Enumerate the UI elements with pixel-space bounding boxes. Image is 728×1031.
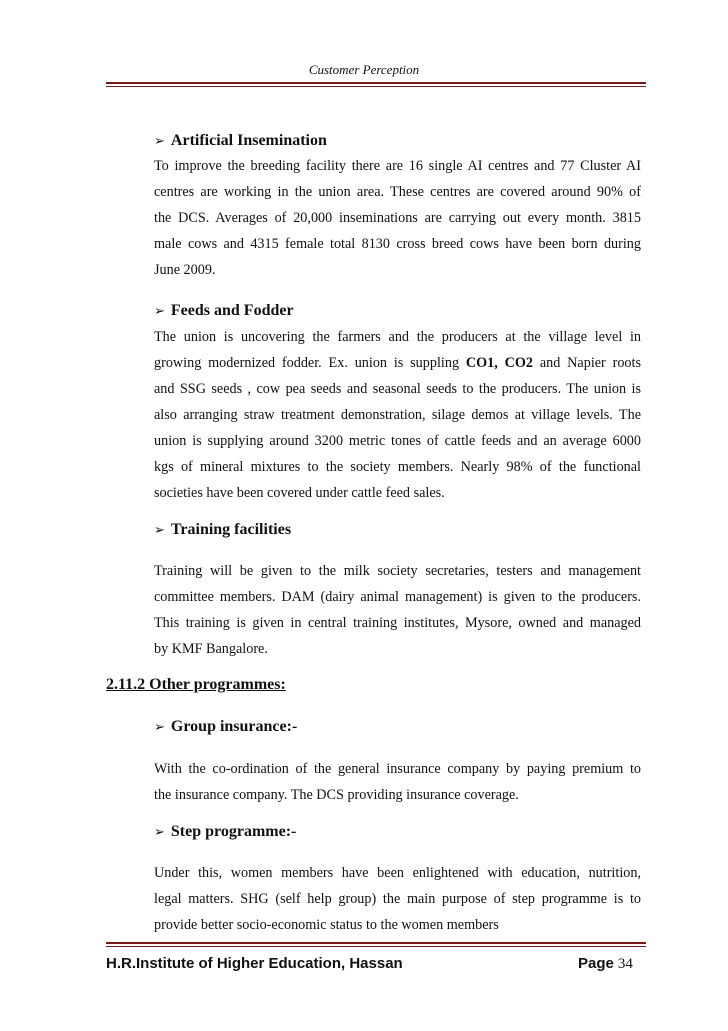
text-line: societies have been covered under cattle feed sales. (154, 485, 445, 501)
text-line: male cows and 4315 female total 8130 cross breed cows have been born during (154, 236, 641, 252)
paragraph-artificial-insemination (154, 153, 641, 283)
text-line: Training will be given to the milk society secretaries, testers and management (154, 563, 641, 579)
paragraph-step-programme (154, 860, 641, 938)
text-line: centres are working in the union area. These centres are covered around 90% of (154, 184, 641, 200)
text-line: committee members. DAM (dairy animal management) is given to the producers. (154, 589, 641, 605)
text-line: This training is given in central training institutes, Mysore, owned and managed (154, 615, 641, 631)
text-line: The union is uncovering the farmers and the producers at the village level in (154, 329, 641, 345)
text-line: the insurance company. The DCS providing insurance coverage. (154, 787, 519, 803)
arrow-bullet-icon: ➢ (154, 523, 165, 538)
header-title: Customer Perception (308, 62, 420, 77)
section-heading-artificial-insemination: ➢ Artificial Insemination (154, 132, 327, 149)
text-line: June 2009. (154, 262, 216, 278)
paragraph-feeds-and-fodder (154, 324, 641, 506)
page-number-value: 34 (617, 956, 633, 972)
subsection-heading-other-programmes: 2.11.2 Other programmes: (106, 676, 286, 693)
bold-fodder-varieties: CO1, CO2 (465, 355, 534, 371)
arrow-bullet-icon: ➢ (154, 720, 165, 735)
header-rule-thick (106, 82, 646, 84)
text-line: To improve the breeding facility there are 16 single AI centres and 77 Cluster AI (154, 158, 641, 174)
footer-institute: H.R.Institute of Higher Education, Hassan (106, 955, 403, 972)
section-heading-group-insurance: ➢ Group insurance:- (154, 718, 298, 735)
arrow-bullet-icon: ➢ (154, 825, 165, 840)
text-line: provide better socio-economic status to the women members (154, 917, 499, 933)
section-heading-training-facilities: ➢ Training facilities (154, 521, 292, 538)
header-rule-thin (106, 86, 646, 87)
text-line: kgs of mineral mixtures to the society members. Nearly 98% of the functional (154, 459, 641, 475)
text-line: also arranging straw treatment demonstration, silage demos at village levels. The (154, 407, 641, 423)
paragraph-training-facilities (154, 558, 641, 662)
arrow-bullet-icon: ➢ (154, 304, 165, 319)
text-line: With the co-ordination of the general insurance company by paying premium to (154, 761, 641, 777)
page-number (578, 955, 633, 973)
text-line: by KMF Bangalore. (154, 641, 268, 657)
text-line: Under this, women members have been enlightened with education, nutrition, (154, 865, 641, 881)
text-line: union is supplying around 3200 metric tones of cattle feeds and an average 6000 (154, 433, 641, 449)
text-line: the DCS. Averages of 20,000 inseminations are carrying out every month. 3815 (154, 210, 641, 226)
footer-rule-thick (106, 942, 646, 944)
text-line: legal matters. SHG (self help group) the main purpose of step programme is to (154, 891, 641, 907)
text-line: and SSG seeds , cow pea seeds and seasonal seeds to the producers. The union is (154, 381, 641, 397)
section-heading-step-programme: ➢ Step programme:- (154, 823, 297, 840)
paragraph-group-insurance (154, 756, 641, 808)
section-heading-feeds-and-fodder: ➢ Feeds and Fodder (154, 302, 294, 319)
page-label: Page (578, 955, 614, 972)
footer-rule-thin (106, 946, 646, 947)
text-line: growing modernized fodder. Ex. union is suppling CO1, CO2 and Napier roots (154, 355, 641, 371)
arrow-bullet-icon: ➢ (154, 134, 165, 149)
